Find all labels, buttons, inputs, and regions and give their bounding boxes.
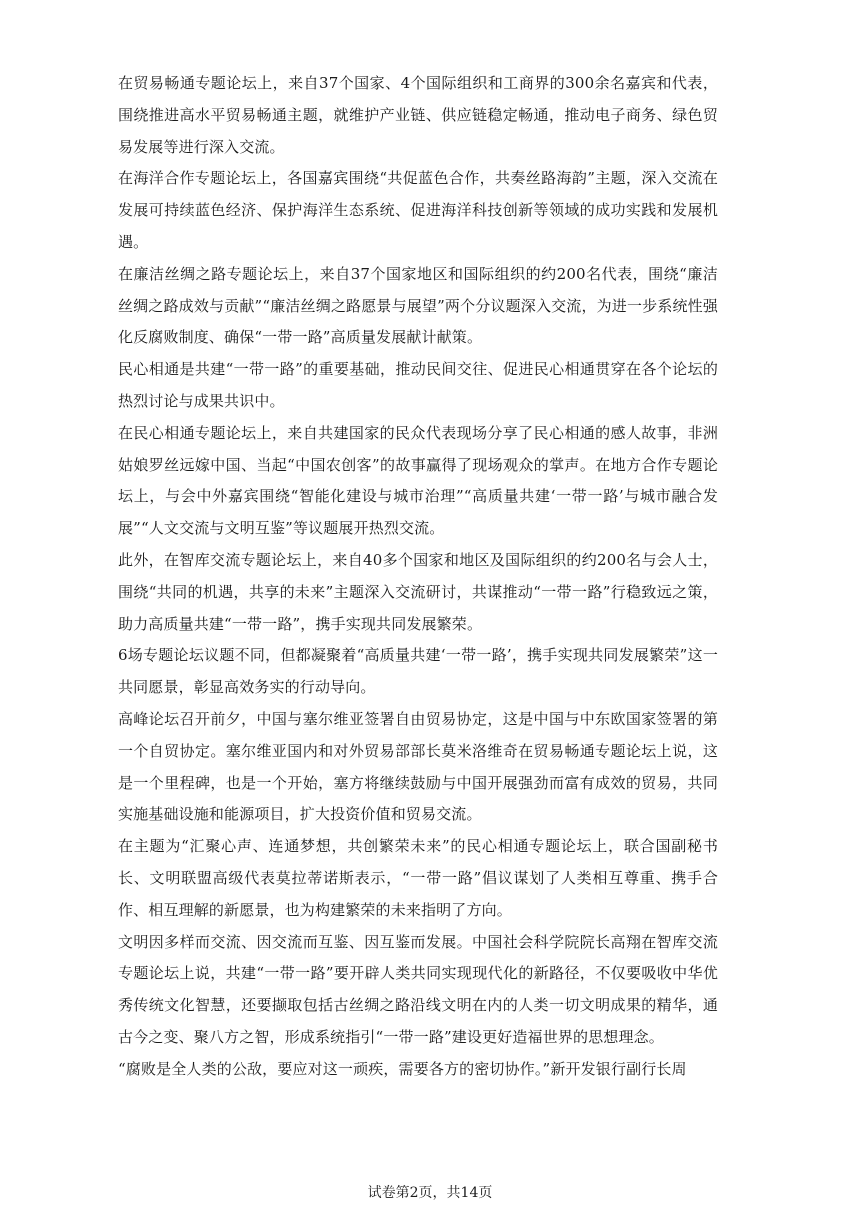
paragraph-civilization: 文明因多样而交流、因交流而互鉴、因互鉴而发展。中国社会科学院院长高翔在智库交流专题论坛上说，共建“一带一路”要开辟人类共同实现现代化的新路径，不仅要吸收中华优秀传统文化智慧，还要撷取包括古丝绸之路沿线文明在内的人类一切文明成果的精华，通古今之变、聚八方之智，形成系统指引“一带一路”建设更好造福世界的思想理念。 bbox=[118, 932, 718, 1046]
paragraph-people-forum: 在民心相通专题论坛上，来自共建国家的民众代表现场分享了民心相通的感人故事，非洲姑娘罗丝远嫁中国、当起“中国农创客”的故事赢得了现场观众的掌声。在地方合作专题论坛上，与会中外嘉宾围绕“智能化建设与城市治理”“高质量共建‘一带一路’与城市融合发展”“人文交流与文明互鉴”等议题展开热烈交流。 bbox=[118, 423, 718, 538]
paragraph-moratinos: 在主题为“汇聚心声、连通梦想，共创繁荣未来”的民心相通专题论坛上，联合国副秘书长、文明联盟高级代表莫拉蒂诺斯表示，“一带一路”倡议谋划了人类相互尊重、携手合作、相互理解的新愿景，也为构建繁荣的未来指明了方向。 bbox=[118, 837, 718, 919]
paragraph-people-connectivity: 民心相通是共建“一带一路”的重要基础，推动民间交往、促进民心相通贯穿在各个论坛的热烈讨论与成果共识中。 bbox=[118, 360, 718, 410]
page-footer: 试卷第2页，共14页 bbox=[367, 1185, 493, 1201]
paragraph-clean-silk-road-forum: 在廉洁丝绸之路专题论坛上，来自37个国家地区和国际组织的约200名代表，围绕“廉洁丝绸之路成效与贡献”“廉洁丝绸之路愿景与展望”两个分议题深入交流，为进一步系统性强化反腐败制度、确保“一带一路”高质量发展献计献策。 bbox=[118, 264, 718, 347]
paragraph-think-tank-forum: 此外，在智库交流专题论坛上，来自40多个国家和地区及国际组织的约200名与会人士，围绕“共同的机遇，共享的未来”主题深入交流研讨，共谋推动“一带一路”行稳致远之策，助力高质量共建“一带一路”，携手实现共同发展繁荣。 bbox=[118, 550, 718, 633]
paragraph-ocean-forum: 在海洋合作专题论坛上，各国嘉宾围绕“共促蓝色合作，共奏丝路海韵”主题，深入交流在发展可持续蓝色经济、保护海洋生态系统、促进海洋科技创新等领域的成功实践和发展机遇。 bbox=[118, 169, 718, 251]
paragraph-serbia-fta: 高峰论坛召开前夕，中国与塞尔维亚签署自由贸易协定，这是中国与中东欧国家签署的第一个自贸协定。塞尔维亚国内和对外贸易部部长莫米洛维奇在贸易畅通专题论坛上说，这是一个里程碑，也是一个开始，塞方将继续鼓励与中国开展强劲而富有成效的贸易，共同实施基础设施和能源项目，扩大投资价值和贸易交流。 bbox=[118, 709, 718, 824]
paragraph-trade-forum: 在贸易畅通专题论坛上，来自37个国家、4个国际组织和工商界的300余名嘉宾和代表，围绕推进高水平贸易畅通主题，就维护产业链、供应链稳定畅通，推动电子商务、绿色贸易发展等进行深入交流。 bbox=[118, 74, 718, 156]
paragraph-six-forums: 6场专题论坛议题不同，但都凝聚着“高质量共建‘一带一路’，携手实现共同发展繁荣”这一共同愿景，彰显高效务实的行动导向。 bbox=[118, 646, 718, 697]
paragraph-corruption: “腐败是全人类的公敌，要应对这一顽疾，需要各方的密切协作。”新开发银行副行长周 bbox=[118, 1059, 687, 1078]
document-body bbox=[118, 68, 718, 1086]
